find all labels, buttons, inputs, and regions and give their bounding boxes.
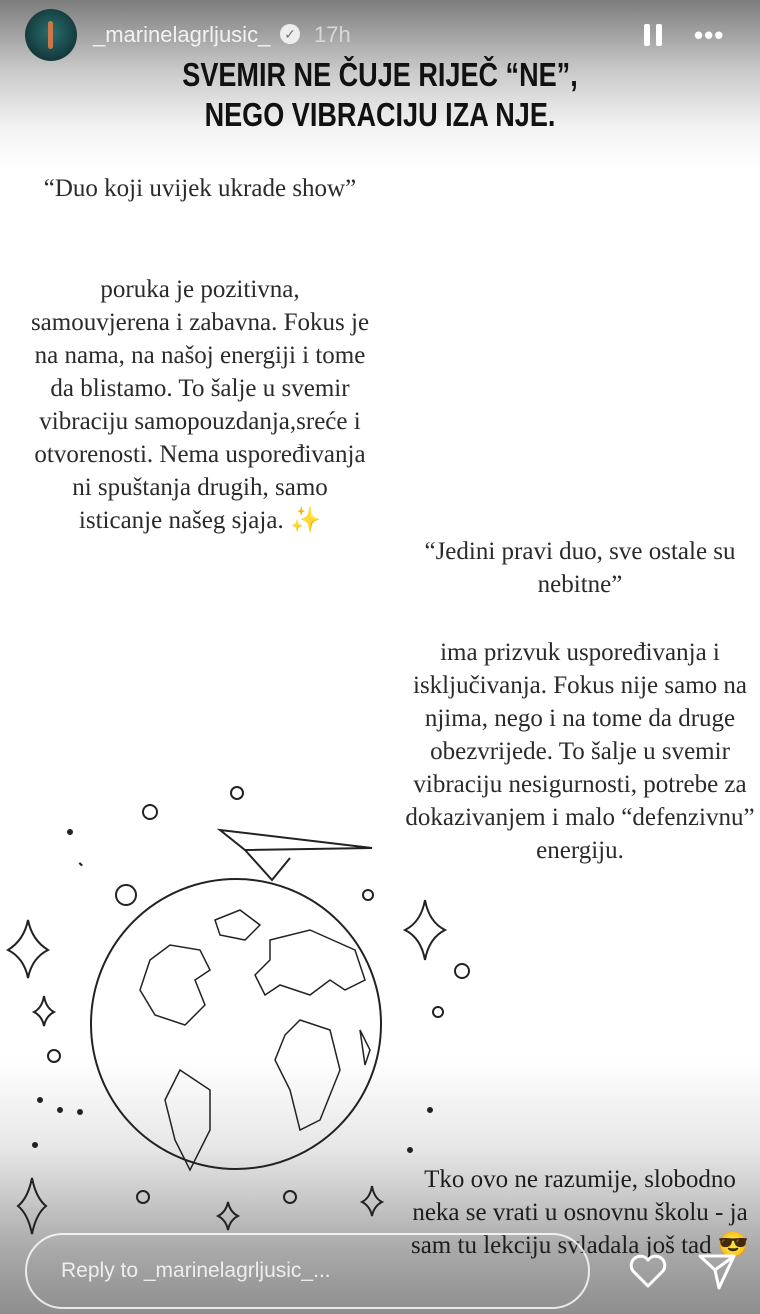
left-quote: “Duo koji uvijek ukrade show”: [43, 175, 357, 202]
left-body: poruka je pozitivna, samouvjerena i zabavna. Fokus je na nama, na našoj energiji i tome da blistamo. To šalje u svemir vibraciju samopouzdanja,sreće i otvorenosti. Nema uspoređivanja ni spuštanja drugih, samo isticanje našeg sjaja. ✨: [30, 276, 370, 534]
sparkle-icon: [18, 1178, 46, 1234]
more-options-button[interactable]: •••: [694, 20, 725, 50]
sparkle-icon: [405, 900, 445, 960]
send-icon[interactable]: [697, 1253, 737, 1291]
globe-icon: [91, 879, 381, 1169]
sparkle-icon: [362, 1186, 382, 1216]
reply-placeholder: Reply to _marinelagrljusic_...: [61, 1259, 331, 1282]
pause-icon[interactable]: [644, 24, 664, 46]
continents-icon: [140, 910, 370, 1170]
verified-badge-icon: ✓: [280, 24, 300, 44]
avatar[interactable]: [25, 9, 77, 61]
username[interactable]: _marinelagrljusic_: [93, 22, 271, 47]
sparkle-icon: [218, 1202, 238, 1230]
right-body: ima prizvuk uspoređivanja i isključivanja. Fokus nije samo na njima, nego i na tome da druge obezvrijede. To šalje u svemir vibraciju nesigurnosti, potrebe za dokazivanjem i malo “defenzivnu” energiju.: [405, 639, 755, 864]
headline: [68, 55, 691, 135]
post-time: 17h: [314, 22, 351, 47]
right-quote: “Jedini pravi duo, sve ostale su nebitne”: [424, 538, 736, 598]
footer-text: Tko ovo ne razumije, slobodno neka se vrati u osnovnu školu - ja sam tu lekciju svladala još tad 😎: [410, 1166, 749, 1259]
sparkle-icon: [34, 996, 54, 1026]
reply-input[interactable]: [25, 1233, 590, 1309]
paper-plane-icon: [220, 830, 372, 880]
sparkle-icon: [8, 920, 48, 978]
headline-line-2: NEGO VIBRACIJU IZA NJE.: [204, 96, 556, 133]
heart-icon[interactable]: [628, 1253, 668, 1289]
headline-line-1: SVEMIR NE ČUJE RIJEČ “NE”,: [182, 56, 578, 93]
